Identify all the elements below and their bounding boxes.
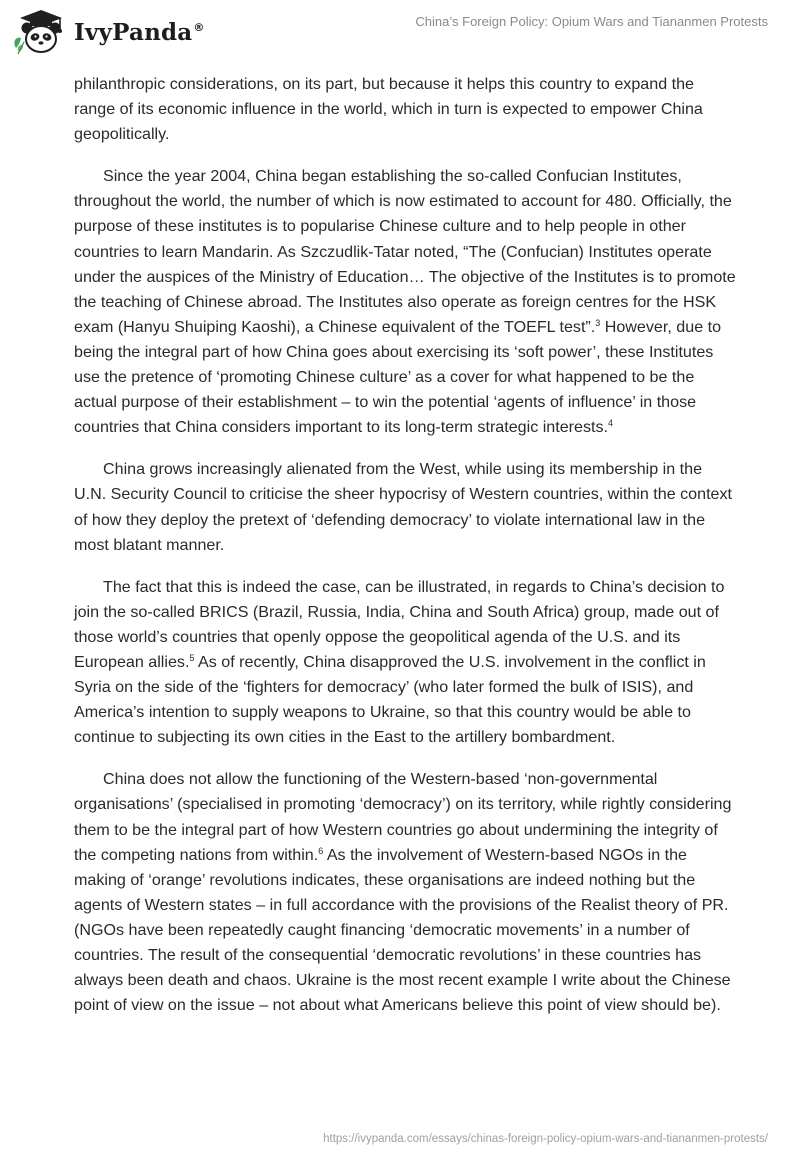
footnote-ref[interactable]: 5 xyxy=(189,652,195,663)
paragraph-text: philanthropic considerations, on its part, but because it helps this country to expand the range of its economic influence in the world, which in turn is expected to empower China geopolitically. xyxy=(74,75,703,144)
brand-name xyxy=(74,19,205,46)
page-header xyxy=(0,0,800,60)
footnote-ref[interactable]: 4 xyxy=(608,418,614,429)
paragraph-text: The fact that this is indeed the case, can be illustrated, in regards to China’s decision to join the so-called BRICS (Brazil, Russia, India, China and South Africa) group, made out of those world’s countries that openly oppose the geopolitical agenda of the U.S. and its European allies. xyxy=(74,577,725,671)
brand-logo[interactable] xyxy=(10,8,205,56)
document-title: China’s Foreign Policy: Opium Wars and Tiananmen Protests xyxy=(415,14,768,29)
source-url[interactable]: https://ivypanda.com/essays/chinas-foreign-policy-opium-wars-and-tiananmen-protests/ xyxy=(323,1133,768,1145)
footnote-ref[interactable]: 3 xyxy=(595,317,601,328)
paragraph xyxy=(74,767,736,1018)
paragraph xyxy=(74,72,736,147)
brand-name-text: IvyPanda xyxy=(74,18,193,46)
paragraph-text: China grows increasingly alienated from the West, while using its membership in the U.N. Security Council to criticise the sheer hypocrisy of Western countries, within the context of how they deploy the pretext of ‘defending democracy’ to violate international law in the most blatant manner. xyxy=(74,460,733,554)
paragraph-text: As of recently, China disapproved the U.S. involvement in the conflict in Syria on the side of the ‘fighters for democracy’ (who later formed the bulk of ISIS), and America’s intention to supply weapons to Ukraine, so that this country would be able to continue to subjecting its own cities in the East to the artillery bombardment. xyxy=(74,652,706,747)
footnote-ref[interactable]: 6 xyxy=(318,845,324,856)
paragraph-text: However, due to being the integral part of how China goes about exercising its ‘soft power’, these Institutes use the pretence of ‘promoting Chinese culture’ as a cover for what happened to be the actual purpose of their establishment – to win the potential ‘agents of influence’ in those countries that China considers important to its long-term strategic interests. xyxy=(74,317,722,437)
paragraph-text: Since the year 2004, China began establishing the so-called Confucian Institutes, throughout the world, the number of which is now estimated to account for 480. Officially, the purpose of these institutes is to popularise Chinese culture and to help people in other countries to learn Mandarin. As Szczudlik-Tatar noted, “The (Confucian) Institutes operate under the auspices of the Ministry of Education… The objective of the Institutes is to promote the teaching of Chinese abroad. The Institutes also operate as foreign centres for the HSK exam (Hanyu Shuiping Kaoshi), a Chinese equivalent of the TOEFL test”. xyxy=(74,167,736,336)
paragraph-text: As the involvement of Western-based NGOs in the making of ‘orange’ revolutions indicates, these organisations are indeed nothing but the agents of Western states – in full accordance with the provisions of the Realist theory of PR. (NGOs have been repeatedly caught financing ‘democratic movements’ in a number of countries. The result of the consequential ‘democratic revolutions’ in these countries has always been death and chaos. Ukraine is the most recent example I write about the Chinese point of view on the issue – not about what Americans believe this point of view should be). xyxy=(74,845,731,1015)
paragraph-text: China does not allow the functioning of the Western-based ‘non-governmental organisations’ (specialised in promoting ‘democracy’) on its territory, while rightly considering them to be the integral part of how Western countries go about undermining the integrity of the competing nations from within. xyxy=(74,770,732,864)
panda-graduate-icon xyxy=(10,8,72,56)
paragraph xyxy=(74,164,736,440)
paragraph xyxy=(74,457,736,557)
registered-mark: ® xyxy=(193,20,205,34)
paragraph xyxy=(74,575,736,751)
essay-body xyxy=(74,72,736,1035)
